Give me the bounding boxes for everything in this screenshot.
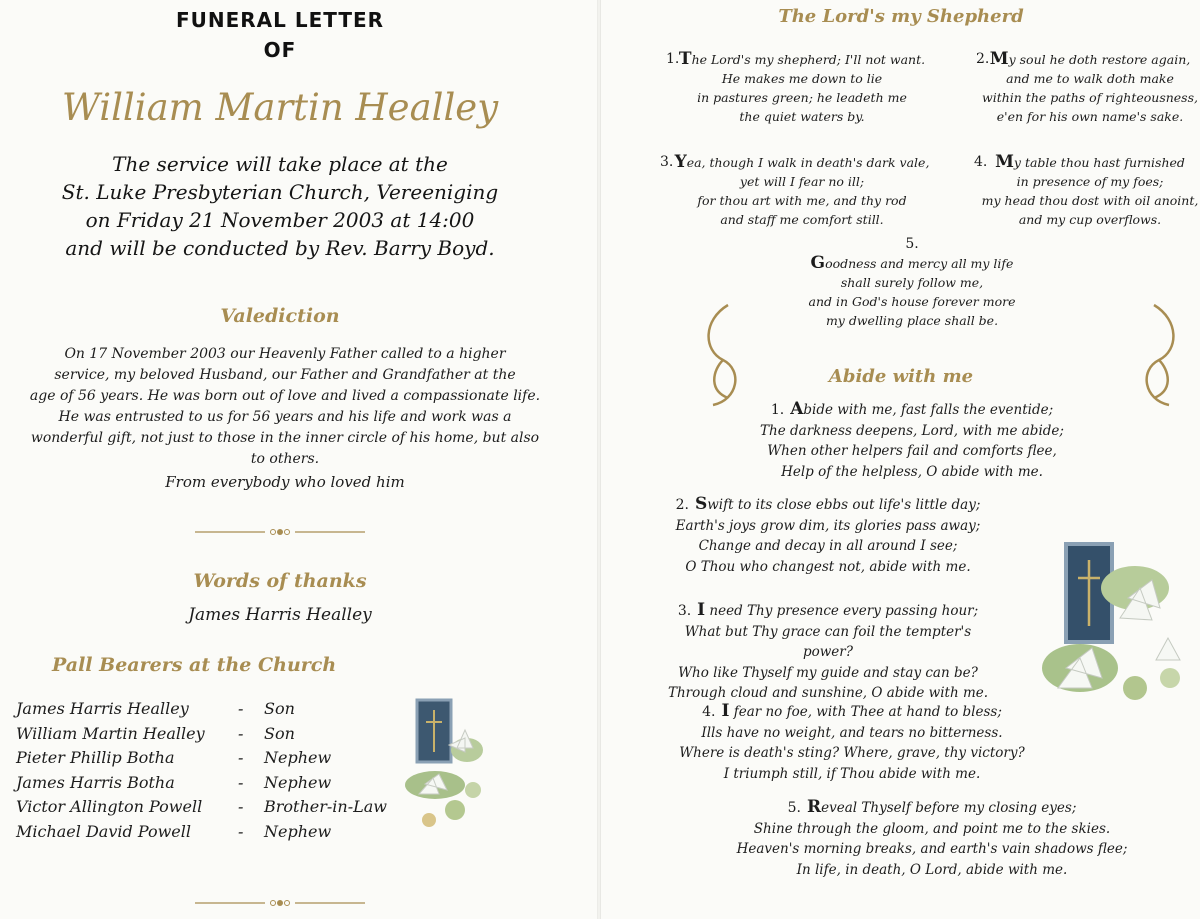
verse-line: Through cloud and sunshine, O abide with me. <box>667 685 989 701</box>
verse-number: 5. <box>905 236 919 252</box>
verse-line: Shine through the gloom, and point me to the skies. <box>753 820 1111 837</box>
verse-line: he Lord's my shepherd; I'll not want. <box>691 52 926 67</box>
verse-line: Who like Thyself my guide and stay can be? <box>678 664 978 681</box>
verse-line: oodness and mercy all my life <box>825 256 1014 271</box>
verse-number: 3. <box>677 603 692 619</box>
verse-line: Ills have no weight, and tears no bitterness. <box>701 724 1003 741</box>
hymn1-verse-5 <box>792 235 1032 330</box>
verse-line: need Thy presence every passing hour; <box>705 603 979 619</box>
valediction-line: to others. <box>250 451 320 467</box>
verse-line: my dwelling place shall be. <box>825 313 999 328</box>
bearer-dash: - <box>238 797 244 816</box>
hymn1-verse-3 <box>660 152 932 229</box>
bearer-name: Michael David Powell <box>16 821 191 841</box>
valediction-text <box>10 344 560 493</box>
drop-cap: M <box>989 49 1009 69</box>
verse-number: 5. <box>787 800 801 816</box>
bearer-dash: - <box>238 772 244 792</box>
bearers-list <box>16 697 387 844</box>
service-line: and will be conducted by Rev. Barry Boyd. <box>65 236 495 260</box>
bearer-dash: - <box>238 699 244 718</box>
bearer-relation: Nephew <box>264 748 332 767</box>
hymn2-verse-4 <box>672 701 1032 784</box>
deceased-name: William Martin Healley <box>61 86 499 129</box>
swirl-ornament-icon <box>1134 300 1184 410</box>
drop-cap: Y <box>674 152 687 172</box>
service-line: St. Luke Presbyterian Church, Vereeniging <box>61 180 499 204</box>
bearer-relation: Brother-in-Law <box>264 797 387 816</box>
hymn2-verse-3 <box>658 600 998 704</box>
cross-lily-icon <box>1040 528 1190 708</box>
valediction-line: He was entrusted to us for 56 years and his life and work was a <box>58 409 512 425</box>
valediction-sign: From everybody who loved him <box>165 473 405 491</box>
thanks-name: James Harris Healley <box>188 605 372 625</box>
verse-line: Help of the helpless, O abide with me. <box>781 463 1043 480</box>
verse-line: my head thou dost with oil anoint, <box>981 193 1199 208</box>
verse-line: and me to walk doth make <box>1006 71 1174 86</box>
valediction-title: Valediction <box>220 305 340 327</box>
hymn1-title: The Lord's my Shepherd <box>778 6 1024 27</box>
verse-number: 2. <box>976 51 990 67</box>
bearer-row <box>16 820 387 845</box>
bearer-row <box>16 795 387 820</box>
bearer-name: James Harris Botha <box>16 772 175 792</box>
bearer-row <box>16 697 387 722</box>
bearer-name: James Harris Healley <box>16 699 189 718</box>
bearer-row <box>16 771 387 796</box>
bearers-title: Pall Bearers at the Church <box>52 654 337 676</box>
verse-line: Heaven's morning breaks, and earth's vain shadows flee; <box>736 841 1128 857</box>
left-page <box>0 0 598 919</box>
drop-cap: I <box>721 701 730 721</box>
hymn2-verse-5 <box>732 797 1132 880</box>
header-line-1: FUNERAL LETTER <box>175 8 385 32</box>
drop-cap: S <box>694 494 708 514</box>
drop-cap: T <box>678 49 692 69</box>
bearer-name: William Martin Healley <box>16 723 205 743</box>
bearer-relation: Son <box>264 699 295 718</box>
service-line: The service will take place at the <box>112 152 448 176</box>
verse-line: What but Thy grace can foil the tempter's power? <box>684 623 972 660</box>
drop-cap: G <box>810 253 826 273</box>
bearer-dash: - <box>238 821 244 841</box>
verse-line: and my cup overflows. <box>1018 212 1162 227</box>
verse-line: Where is death's sting? Where, grave, thy victory? <box>679 745 1025 761</box>
thanks-title: Words of thanks <box>193 570 367 592</box>
bearer-name: Pieter Phillip Botha <box>16 748 175 767</box>
ornament-divider-icon <box>195 898 365 908</box>
service-line: on Friday 21 November 2003 at 14:00 <box>85 208 475 232</box>
ornament-divider-icon <box>195 527 365 537</box>
verse-number: 4. <box>702 704 716 720</box>
verse-line: The darkness deepens, Lord, with me abide; <box>760 422 1064 439</box>
right-page <box>602 0 1200 919</box>
cross-lily-icon <box>405 690 495 840</box>
verse-line: the quiet waters by. <box>739 109 865 124</box>
verse-number: 3. <box>660 154 674 170</box>
bearer-name: Victor Allington Powell <box>16 797 203 816</box>
verse-line: Earth's joys grow dim, its glories pass away; <box>675 517 981 534</box>
verse-line: ea, though I walk in death's dark vale, <box>686 155 930 170</box>
verse-line: in pastures green; he leadeth me <box>697 90 907 105</box>
verse-line: y table thou hast furnished <box>1013 155 1185 170</box>
valediction-line: age of 56 years. He was born out of love and lived a compassionate life. <box>29 388 541 404</box>
hymn2-verse-1 <box>752 399 1072 482</box>
verse-line: and in God's house forever more <box>808 294 1016 309</box>
verse-line: shall surely follow me, <box>840 275 984 290</box>
bearer-relation: Son <box>264 723 295 743</box>
verse-line: within the paths of righteousness, <box>982 90 1198 105</box>
verse-line: In life, in death, O Lord, abide with me. <box>796 861 1068 878</box>
drop-cap: I <box>697 600 706 620</box>
service-block <box>0 150 560 262</box>
verse-line: O Thou who changest not, abide with me. <box>685 558 971 575</box>
swirl-ornament-icon <box>698 300 748 410</box>
hymn1-verse-4 <box>974 152 1200 229</box>
verse-line: yet will I fear no ill; <box>739 174 865 189</box>
verse-line: in presence of my foes; <box>1016 174 1164 189</box>
drop-cap: M <box>995 152 1014 172</box>
bearer-dash: - <box>238 723 244 743</box>
drop-cap: A <box>790 399 804 419</box>
hymn1-verse-1 <box>666 49 932 126</box>
verse-number: 1. <box>666 51 680 67</box>
valediction-line: On 17 November 2003 our Heavenly Father called to a higher <box>64 346 506 362</box>
verse-number: 1. <box>770 402 785 418</box>
bearer-row <box>16 746 387 771</box>
verse-line: I triumph still, if Thou abide with me. <box>723 765 981 782</box>
verse-line: Change and decay in all around I see; <box>698 538 958 554</box>
verse-line: and staff me comfort still. <box>720 212 884 227</box>
header-line-2: OF <box>263 38 297 62</box>
drop-cap: R <box>806 797 822 817</box>
hymn2-verse-2 <box>658 494 998 577</box>
hymn2-title: Abide with me <box>828 366 974 387</box>
verse-number: 4. <box>974 154 988 170</box>
bearer-dash: - <box>238 748 244 767</box>
verse-line: y soul he doth restore again, <box>1008 52 1191 67</box>
verse-line: bide with me, fast falls the eventide; <box>803 402 1054 418</box>
valediction-line: wonderful gift, not just to those in the inner circle of his home, but also <box>30 430 540 446</box>
bearer-relation: Nephew <box>264 821 332 841</box>
verse-number: 2. <box>675 497 689 513</box>
verse-line: He makes me down to lie <box>721 71 883 86</box>
verse-line: e'en for his own name's sake. <box>996 109 1184 124</box>
verse-line: eveal Thyself before my closing eyes; <box>821 800 1077 816</box>
bearer-relation: Nephew <box>264 772 332 792</box>
valediction-line: service, my beloved Husband, our Father and Grandfather at the <box>54 367 516 383</box>
verse-line: for thou art with me, and thy rod <box>697 193 907 208</box>
verse-line: When other helpers fail and comforts flee, <box>767 443 1057 459</box>
hymn1-verse-2 <box>976 49 1200 126</box>
bearer-row <box>16 722 387 747</box>
verse-line: fear no foe, with Thee at hand to bless; <box>729 704 1002 720</box>
verse-line: wift to its close ebbs out life's little day; <box>707 497 981 513</box>
